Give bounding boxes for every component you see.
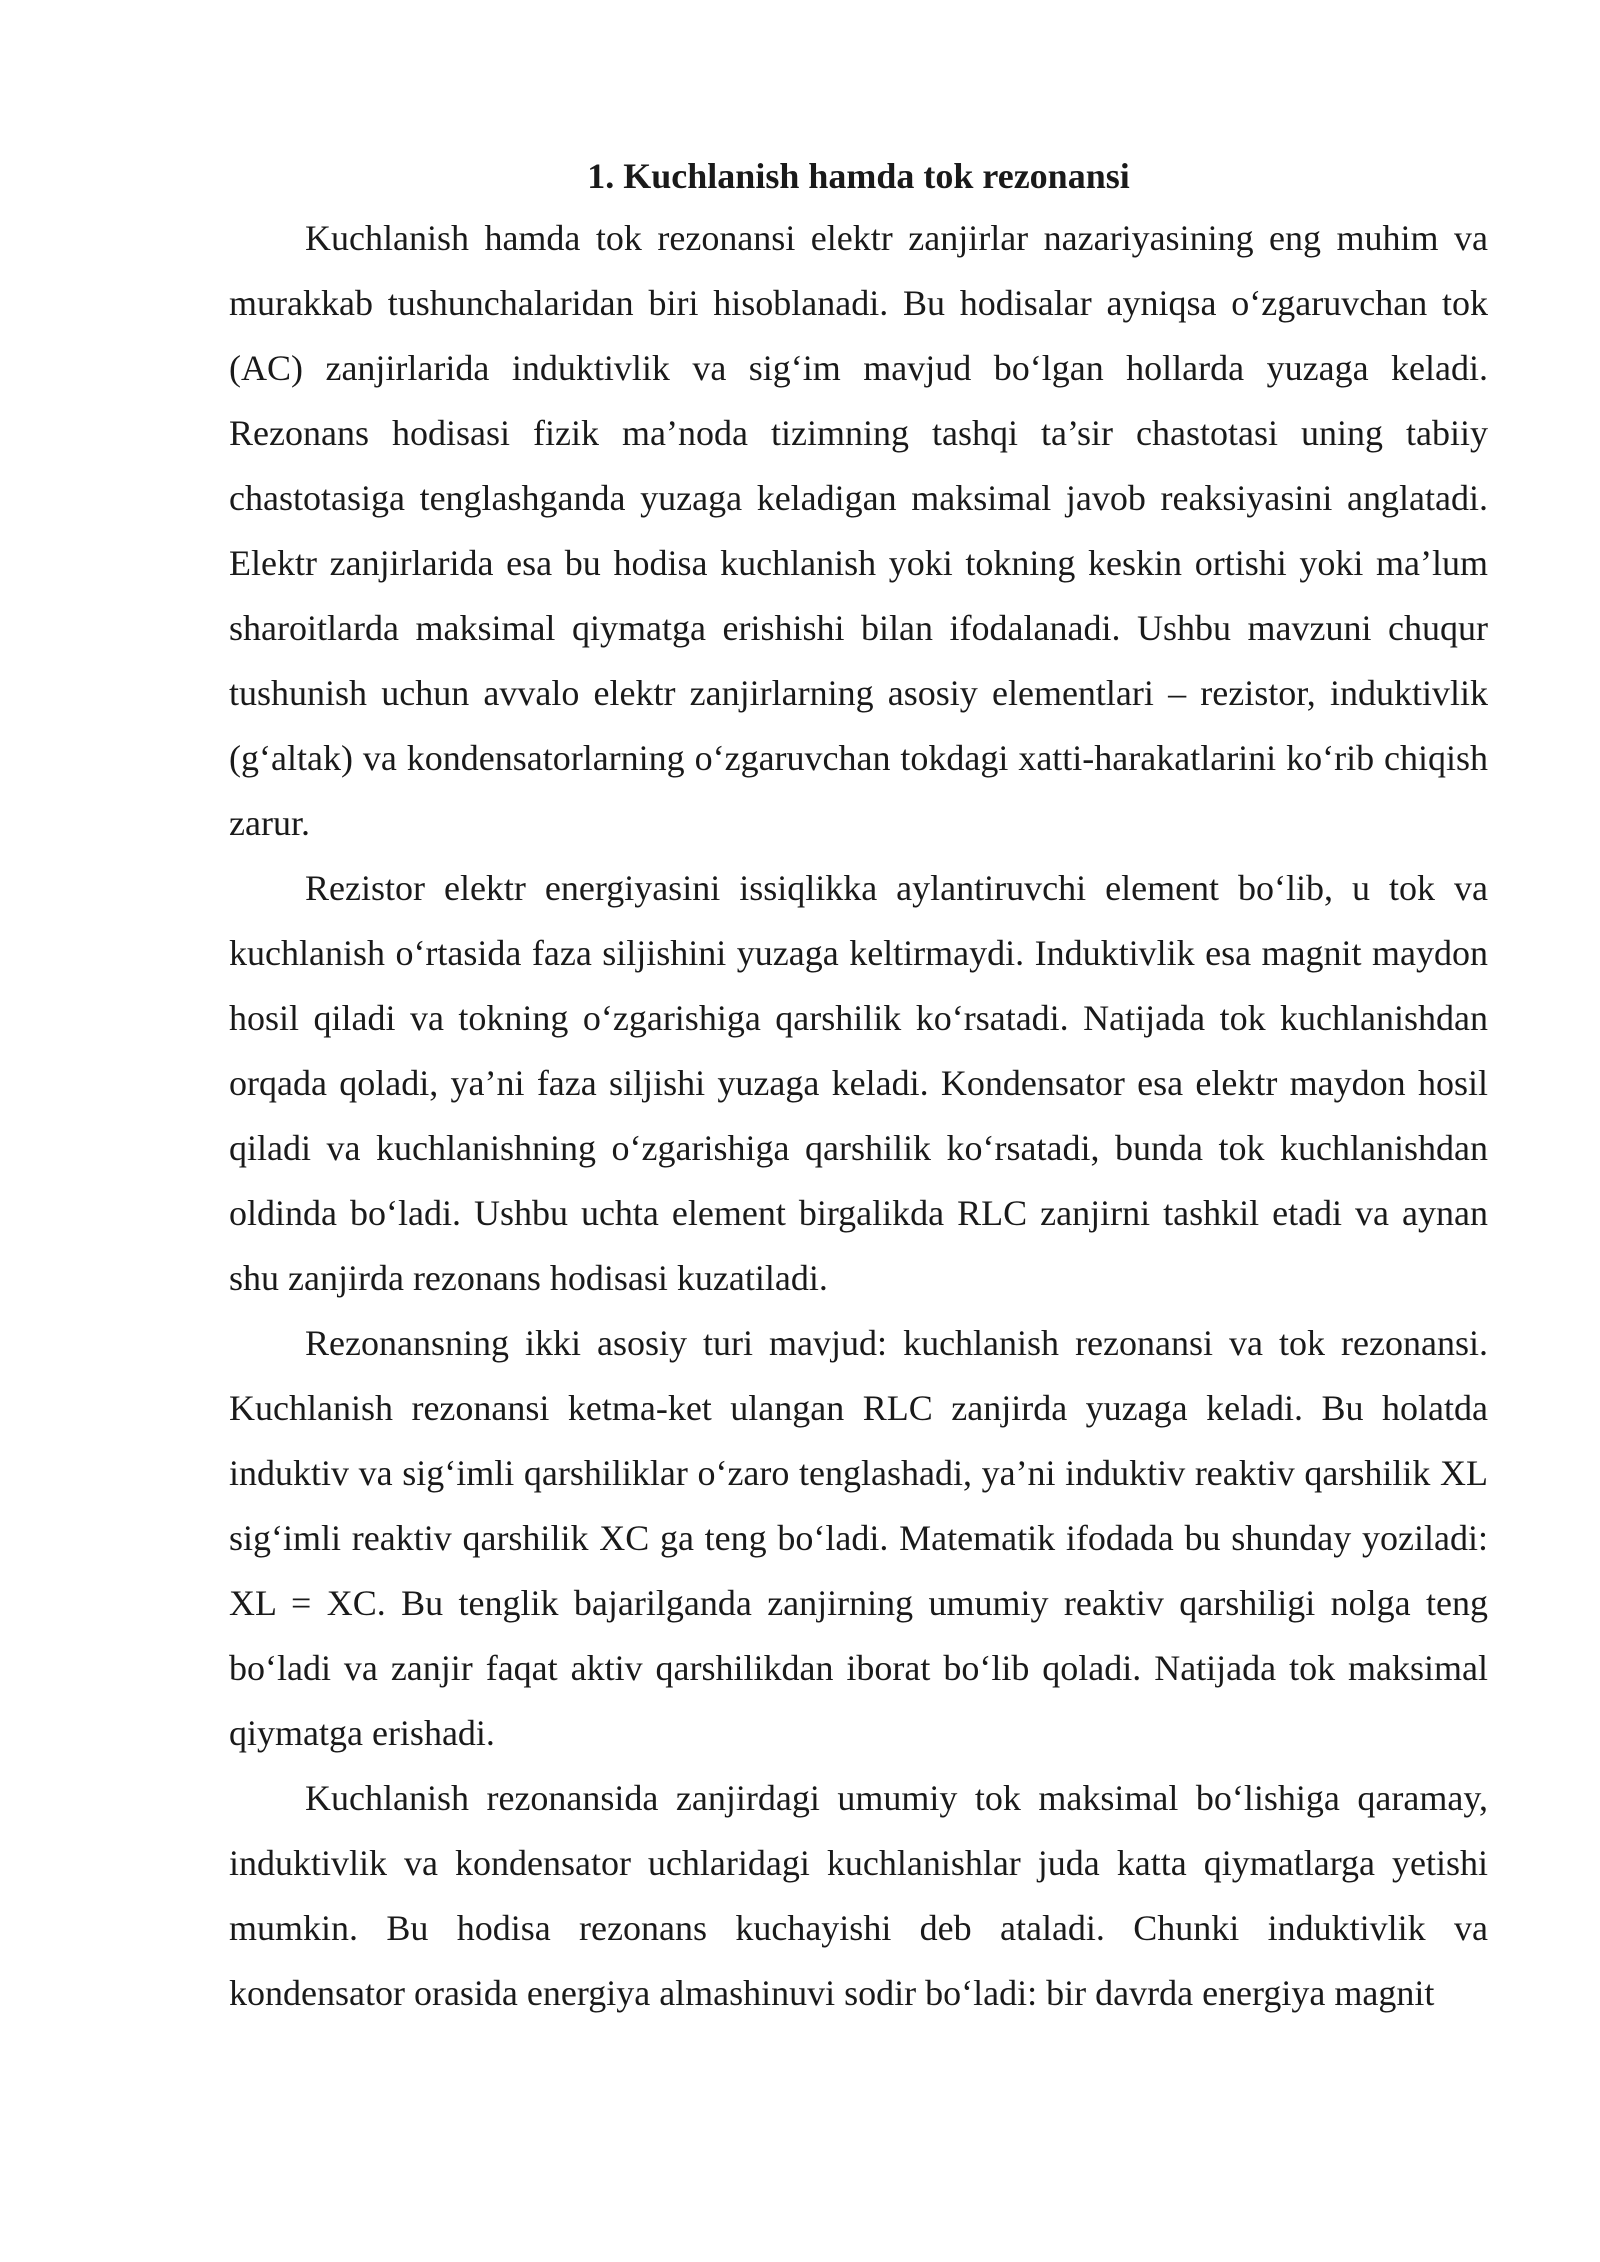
- paragraph-4: Kuchlanish rezonansida zanjirdagi umumiy tok maksimal bo‘lishiga qaramay, induktivlik va kondensator uchlaridagi kuchlanishlar juda katta qiymatlarga yetishi mumkin. Bu hodisa rezonans kuchayishi deb ataladi. Chunki induktivlik va kondensator orasida energiya almashinuvi sodir bo‘ladi: bir davrda energiya magnit: [229, 1778, 1488, 2013]
- paragraph-1: Kuchlanish hamda tok rezonansi elektr zanjirlar nazariyasining eng muhim va murakkab tushunchalaridan biri hisoblanadi. Bu hodisalar ayniqsa o‘zgaruvchan tok (AC) zanjirlarida induktivlik va sig‘im mavjud bo‘lgan hollarda yuzaga keladi. Rezonans hodisasi fizik ma’noda tizimning tashqi ta’sir chastotasi uning tabiiy chastotasiga tenglashganda yuzaga keladigan maksimal javob reaksiyasini anglatadi. Elektr zanjirlarida esa bu hodisa kuchlanish yoki tokning keskin ortishi yoki ma’lum sharoitlarda maksimal qiymatga erishishi bilan ifodalanadi. Ushbu mavzuni chuqur tushunish uchun avvalo elektr zanjirlarning asosiy elementlari – rezistor, induktivlik (g‘altak) va kondensatorlarning o‘zgaruvchan tokdagi xatti-harakatlarini ko‘rib chiqish zarur.: [229, 218, 1488, 843]
- page-title: 1. Kuchlanish hamda tok rezonansi: [587, 156, 1130, 196]
- paragraph-2: Rezistor elektr energiyasini issiqlikka aylantiruvchi element bo‘lib, u tok va kuchlanish o‘rtasida faza siljishini yuzaga keltirmaydi. Induktivlik esa magnit maydon hosil qiladi va tokning o‘zgarishiga qarshilik ko‘rsatadi. Natijada tok kuchlanishdan orqada qoladi, ya’ni faza siljishi yuzaga keladi. Kondensator esa elektr maydon hosil qiladi va kuchlanishning o‘zgarishiga qarshilik ko‘rsatadi, bunda tok kuchlanishdan oldinda bo‘ladi. Ushbu uchta element birgalikda RLC zanjirni tashkil etadi va aynan shu zanjirda rezonans hodisasi kuzatiladi.: [229, 868, 1488, 1298]
- document-body: [229, 146, 1488, 2026]
- paragraph-3: Rezonansning ikki asosiy turi mavjud: kuchlanish rezonansi va tok rezonansi. Kuchlanish rezonansi ketma-ket ulangan RLC zanjirda yuzaga keladi. Bu holatda induktiv va sig‘imli qarshiliklar o‘zaro tenglashadi, ya’ni induktiv reaktiv qarshilik XL sig‘imli reaktiv qarshilik XC ga teng bo‘ladi. Matematik ifodada bu shunday yoziladi: XL = XC. Bu tenglik bajarilganda zanjirning umumiy reaktiv qarshiligi nolga teng bo‘ladi va zanjir faqat aktiv qarshilikdan iborat bo‘lib qoladi. Natijada tok maksimal qiymatga erishadi.: [229, 1323, 1488, 1753]
